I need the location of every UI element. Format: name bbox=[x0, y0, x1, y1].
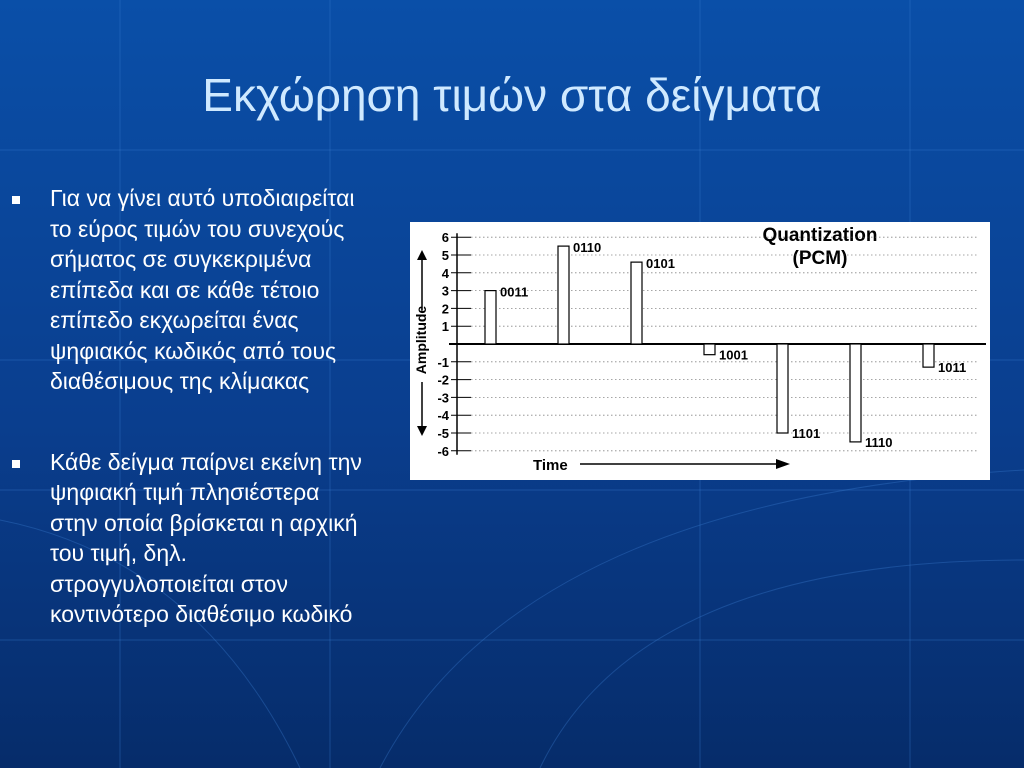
sample-bar bbox=[631, 262, 642, 344]
y-tick-label: 3 bbox=[441, 283, 449, 299]
bullet-list bbox=[10, 183, 370, 630]
chart-title: Quantization bbox=[762, 225, 878, 246]
sample-code-label: 0011 bbox=[500, 284, 529, 300]
y-tick-label: 1 bbox=[441, 319, 449, 335]
bullet-text: Κάθε δείγμα παίρνει εκείνη την ψηφιακή τιμή πλησιέστερα στην οποία βρίσκεται η αρχική του τιμή, δηλ. στρογγυλοποιείται στον κοντινότερο διαθέσιμο κωδικό bbox=[50, 448, 362, 627]
y-tick-label: 5 bbox=[441, 248, 449, 263]
y-tick-label: -6 bbox=[437, 443, 449, 459]
sample-bar bbox=[485, 291, 496, 344]
square-bullet-icon bbox=[12, 196, 20, 204]
y-tick-label: -2 bbox=[437, 372, 449, 388]
slide-title: Εκχώρηση τιμών στα δείγματα bbox=[202, 69, 822, 121]
sample-code-label: 0101 bbox=[646, 256, 675, 272]
y-tick-label: -5 bbox=[437, 426, 449, 441]
sample-code-label: 1101 bbox=[792, 426, 821, 441]
time-arrow-icon bbox=[776, 459, 790, 469]
sample-code-label: 0110 bbox=[573, 240, 602, 256]
y-tick-label: -1 bbox=[437, 354, 449, 370]
y-axis-label: Amplitude bbox=[413, 305, 429, 375]
y-tick-label: -3 bbox=[437, 390, 449, 406]
x-axis-label: Time bbox=[533, 457, 568, 474]
amplitude-down-arrow-icon bbox=[417, 426, 427, 436]
quantization-chart bbox=[410, 222, 990, 480]
sample-bar bbox=[704, 344, 715, 355]
bullet-text: Για να γίνει αυτό υποδιαιρείται το εύρος τιμών του συνεχούς σήματος σε συγκεκριμένα επίπεδα και σε κάθε τέτοιο επίπεδο εκχωρείται ένας ψηφιακός κωδικός από τους διαθέσιμους της κλίμακας bbox=[50, 185, 355, 394]
sample-bar bbox=[558, 246, 569, 344]
square-bullet-icon bbox=[12, 460, 20, 468]
y-tick-label: 6 bbox=[441, 230, 449, 246]
y-tick-label: 4 bbox=[441, 265, 449, 281]
bullet-item bbox=[10, 447, 370, 630]
chart-subtitle: (PCM) bbox=[792, 248, 848, 269]
bullet-item bbox=[10, 183, 370, 397]
quantization-figure bbox=[410, 222, 990, 480]
y-tick-label: 2 bbox=[441, 301, 449, 317]
y-tick-label: -4 bbox=[437, 408, 449, 424]
sample-bar bbox=[850, 344, 861, 442]
sample-bar bbox=[923, 344, 934, 367]
amplitude-up-arrow-icon bbox=[417, 250, 427, 260]
sample-code-label: 1011 bbox=[938, 360, 967, 376]
sample-code-label: 1110 bbox=[865, 434, 893, 450]
sample-bar bbox=[777, 344, 788, 433]
sample-code-label: 1001 bbox=[719, 347, 748, 363]
